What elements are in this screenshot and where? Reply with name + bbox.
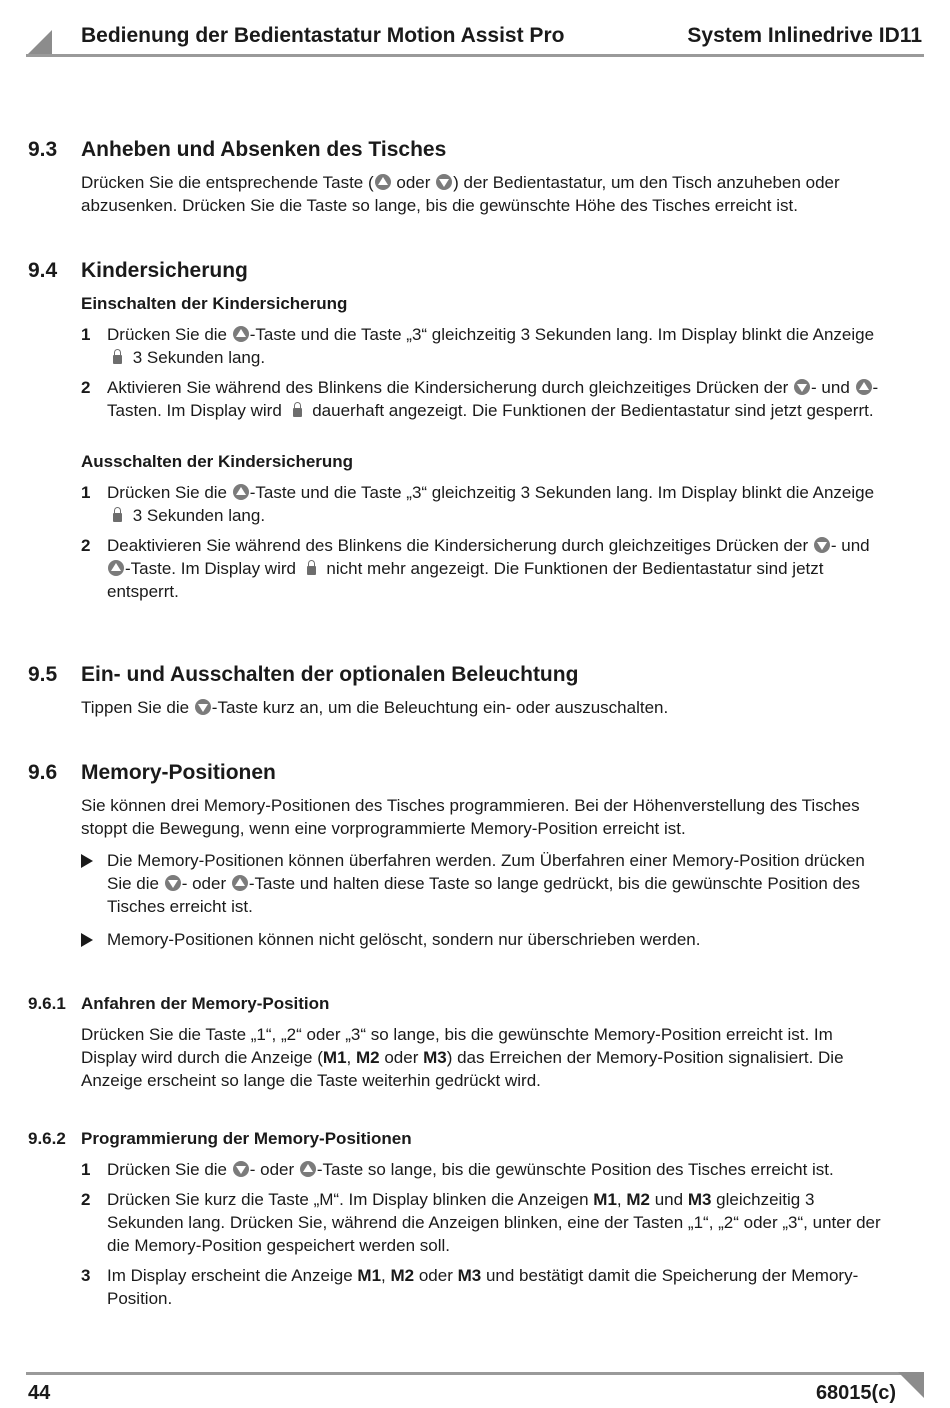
text-run: -Taste und die Taste „3“ gleichzeitig 3 Sekunden lang. Im Display blinkt die Anzeige xyxy=(249,325,875,344)
section-title: Anheben und Absenken des Tisches xyxy=(81,138,447,161)
text-run: , xyxy=(381,1266,391,1285)
text-run: , xyxy=(616,1190,627,1209)
down-arrow-key-icon xyxy=(195,699,211,715)
up-arrow-key-icon xyxy=(375,174,391,190)
lock-icon xyxy=(293,408,302,417)
bullet-arrow-icon xyxy=(81,933,93,947)
text-run: Drücken Sie die xyxy=(107,1160,232,1179)
text-run: -Taste. Im Display wird xyxy=(125,559,301,578)
step-number: 2 xyxy=(81,1190,91,1209)
subsection-title: Einschalten der Kindersicherung xyxy=(81,294,348,313)
step-item xyxy=(81,1188,890,1257)
section-title: Kindersicherung xyxy=(81,259,248,282)
section-9-4 xyxy=(28,257,890,603)
section-heading xyxy=(28,136,890,164)
header-system-title: System Inlinedrive ID11 xyxy=(687,24,922,47)
section-heading xyxy=(28,661,890,689)
memory-indicator-m2: M2 xyxy=(626,1190,650,1209)
text-run: -Tasten. Im Display wird xyxy=(107,378,879,420)
text-run: 3 Sekunden lang. xyxy=(128,506,266,525)
step-item xyxy=(81,534,890,603)
section-number: 9.6 xyxy=(28,761,58,784)
text-run: Memory-Positionen können nicht gelöscht, sondern nur überschrieben werden. xyxy=(107,930,701,949)
paragraph xyxy=(81,696,890,719)
section-9-6 xyxy=(28,759,890,951)
step-item xyxy=(81,481,890,527)
text-run: und xyxy=(650,1190,688,1209)
step-number: 2 xyxy=(81,378,91,397)
text-run: oder xyxy=(379,1048,424,1067)
step-item xyxy=(81,1264,890,1310)
text-run: ) der Bedientastatur, um den Tisch anzuheben oder abzusenken. Drücken Sie die Taste so lange, bis die gewünschte Höhe des Tisches erreicht ist. xyxy=(81,173,840,215)
up-arrow-key-icon xyxy=(856,379,872,395)
header-chapter-title: Bedienung der Bedientastatur Motion Assist Pro xyxy=(81,24,565,47)
section-number: 9.4 xyxy=(28,259,58,282)
text-run: -Taste kurz an, um die Beleuchtung ein- oder auszuschalten. xyxy=(211,698,669,717)
down-arrow-key-icon xyxy=(233,1161,249,1177)
section-number: 9.6.1 xyxy=(28,994,66,1013)
section-title: Memory-Positionen xyxy=(81,761,276,784)
text-run: 3 Sekunden lang. xyxy=(128,348,266,367)
lock-icon xyxy=(307,566,316,575)
section-title: Anfahren der Memory-Position xyxy=(81,994,330,1013)
up-arrow-key-icon xyxy=(300,1161,316,1177)
down-arrow-key-icon xyxy=(165,875,181,891)
text-run: Drücken Sie kurz die Taste „M“. Im Display blinken die Anzeigen xyxy=(107,1190,594,1209)
text-run: -Taste und die Taste „3“ gleichzeitig 3 Sekunden lang. Im Display blinkt die Anzeige xyxy=(249,483,875,502)
text-run: - und xyxy=(830,536,870,555)
subsection-title: Ausschalten der Kindersicherung xyxy=(81,452,354,471)
step-item xyxy=(81,376,890,422)
paragraph xyxy=(81,171,890,217)
down-arrow-key-icon xyxy=(794,379,810,395)
text-run: und bestätigt damit die Speicherung der Memory-Position. xyxy=(107,1266,859,1308)
text-run: Aktivieren Sie während des Blinkens die Kindersicherung durch gleichzeitiges Drücken der xyxy=(107,378,794,397)
memory-indicator-m1: M1 xyxy=(322,1048,347,1067)
down-arrow-key-icon xyxy=(814,537,830,553)
text-run: -Taste und halten diese Taste so lange gedrückt, bis die gewünschte Position des Tisches erreicht ist. xyxy=(107,874,860,916)
section-number: 9.5 xyxy=(28,663,58,686)
text-run: Deaktivieren Sie während des Blinkens die Kindersicherung durch gleichzeitiges Drücken der xyxy=(107,536,813,555)
step-item xyxy=(81,323,890,369)
section-title: Programmierung der Memory-Positionen xyxy=(81,1129,412,1148)
page-number: 44 xyxy=(28,1382,51,1404)
memory-indicator-m2: M2 xyxy=(390,1266,415,1285)
section-9-3 xyxy=(28,136,890,217)
up-arrow-key-icon xyxy=(233,326,249,342)
bullet-item xyxy=(81,928,890,951)
footer-divider xyxy=(26,1372,924,1375)
section-9-6-2 xyxy=(28,1127,890,1310)
memory-indicator-m1: M1 xyxy=(357,1266,382,1285)
text-run: Die Memory-Positionen können überfahren werden. Zum Überfahren einer Memory-Position drücken Sie die xyxy=(107,851,865,893)
up-arrow-key-icon xyxy=(233,484,249,500)
page-footer xyxy=(0,1360,950,1408)
text-run: -Taste so lange, bis die gewünschte Position des Tisches erreicht ist. xyxy=(316,1160,834,1179)
text-run: dauerhaft angezeigt. Die Funktionen der Bedientastatur sind jetzt gesperrt. xyxy=(307,401,874,420)
bullet-arrow-icon xyxy=(81,854,93,868)
text-run: Tippen Sie die xyxy=(81,698,194,717)
text-run: Drücken Sie die xyxy=(107,483,232,502)
memory-indicator-m2: M2 xyxy=(355,1048,380,1067)
text-run: Drücken Sie die entsprechende Taste ( xyxy=(81,173,374,192)
corner-triangle-icon xyxy=(26,30,52,56)
step-number: 3 xyxy=(81,1266,91,1285)
step-number: 2 xyxy=(81,536,91,555)
step-item xyxy=(81,1158,890,1181)
step-number: 1 xyxy=(81,483,91,502)
memory-indicator-m1: M1 xyxy=(593,1190,617,1209)
text-run: Drücken Sie die xyxy=(107,325,232,344)
section-heading xyxy=(28,992,890,1016)
text-run: gleichzeitig 3 Sekunden lang. Drücken Sie, während die Anzeigen blinken, eine der Tasten „1“, „2“ oder „3“, unter der die Memory-Position gespeichert werden soll. xyxy=(107,1190,881,1255)
step-number: 1 xyxy=(81,325,91,344)
up-arrow-key-icon xyxy=(108,560,124,576)
section-heading xyxy=(28,1127,890,1151)
corner-triangle-icon xyxy=(898,1372,924,1398)
text-run: ) das Erreichen der Memory-Position signalisiert. Die Anzeige erscheint so lange die Taste weiterhin gedrückt wird. xyxy=(81,1048,844,1090)
section-heading xyxy=(28,759,890,787)
text-run: - oder xyxy=(249,1160,299,1179)
text-run: - oder xyxy=(181,874,231,893)
step-number: 1 xyxy=(81,1160,91,1179)
up-arrow-key-icon xyxy=(232,875,248,891)
section-9-5 xyxy=(28,661,890,719)
down-arrow-key-icon xyxy=(436,174,452,190)
section-9-6-1 xyxy=(28,992,890,1092)
section-heading xyxy=(28,257,890,285)
text-run: - und xyxy=(811,378,855,397)
memory-indicator-m3: M3 xyxy=(423,1048,447,1067)
text-run: , xyxy=(346,1048,356,1067)
document-code: 68015(c) xyxy=(815,1382,896,1404)
text-run: oder xyxy=(414,1266,458,1285)
text-run: Im Display erscheint die Anzeige xyxy=(107,1266,358,1285)
lock-icon xyxy=(113,355,122,364)
text-run: Drücken Sie die Taste „1“, „2“ oder „3“ so lange, bis die gewünschte Memory-Position erreicht ist. Im Display wird durch die Anzeige ( xyxy=(81,1025,833,1067)
paragraph xyxy=(81,1023,890,1092)
paragraph: Sie können drei Memory-Positionen des Tisches programmieren. Bei der Höhenverstellung des Tisches stoppt die Bewegung, wenn eine vorprogrammierte Memory-Position erreicht ist. xyxy=(81,796,860,838)
section-title: Ein- und Ausschalten der optionalen Beleuchtung xyxy=(81,663,579,686)
lock-icon xyxy=(113,513,122,522)
memory-indicator-m3: M3 xyxy=(687,1190,712,1209)
text-run: oder xyxy=(391,173,436,192)
header-divider xyxy=(26,54,924,57)
page-header xyxy=(0,0,950,60)
bullet-item xyxy=(81,849,890,918)
section-number: 9.6.2 xyxy=(28,1129,66,1148)
text-run: nicht mehr angezeigt. Die Funktionen der Bedientastatur sind jetzt entsperrt. xyxy=(107,559,824,601)
memory-indicator-m3: M3 xyxy=(457,1266,482,1285)
section-number: 9.3 xyxy=(28,138,58,161)
